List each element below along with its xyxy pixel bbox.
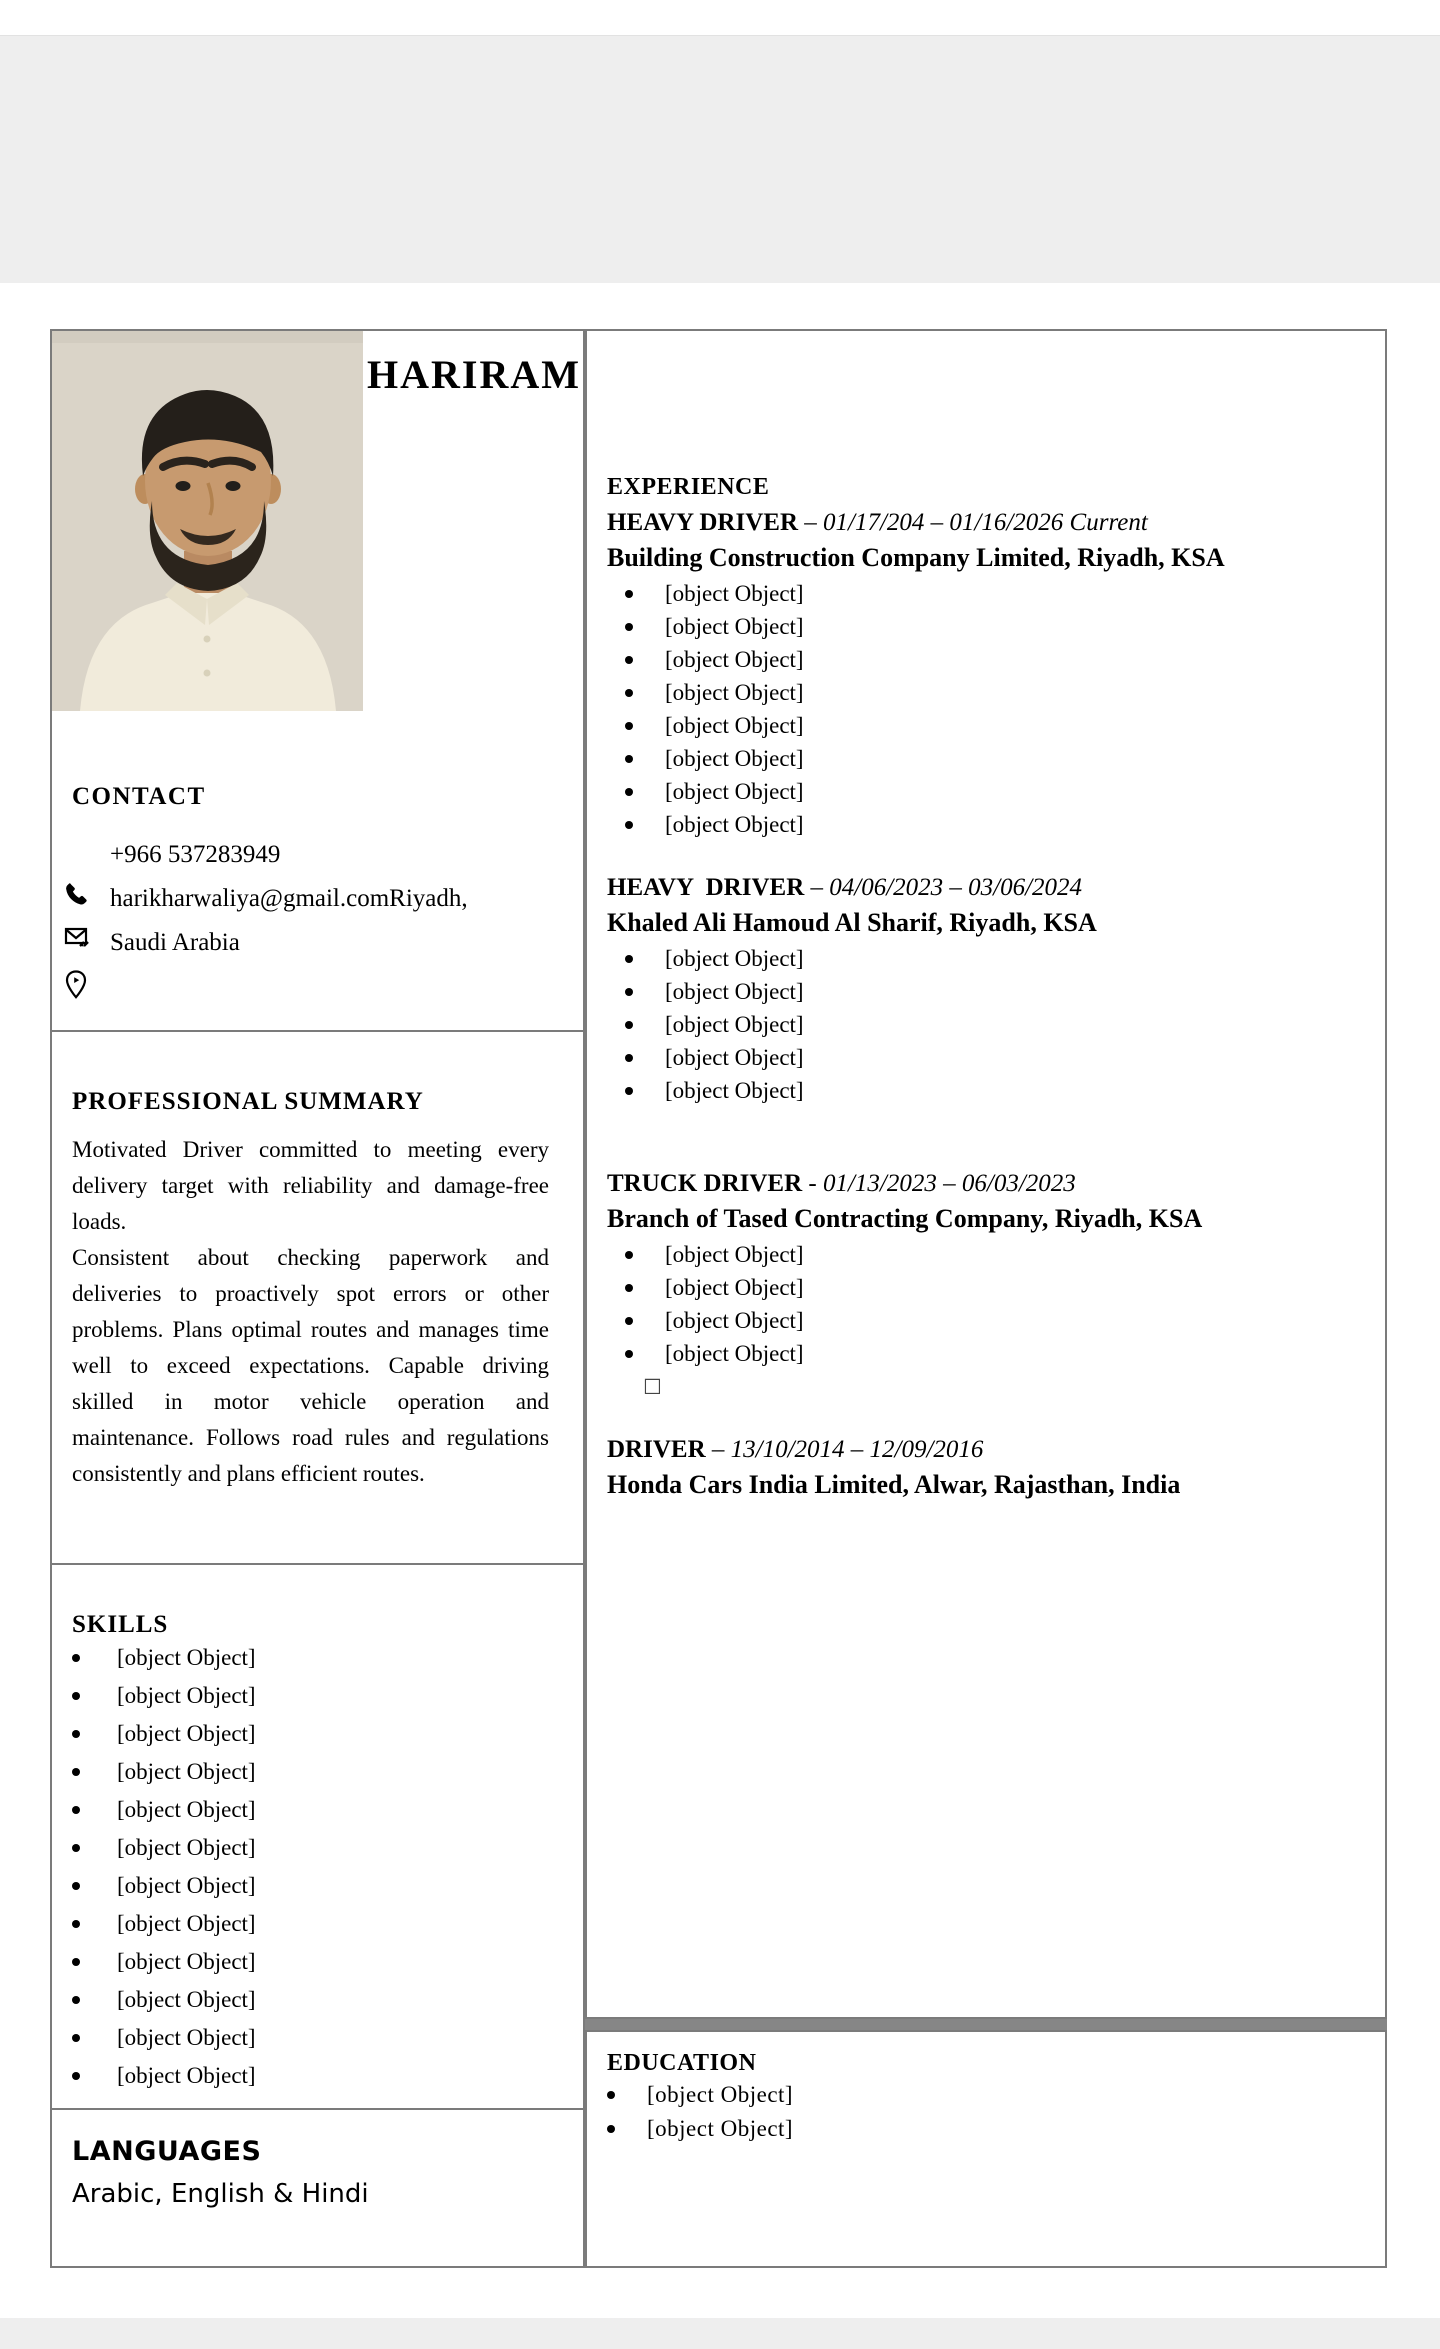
job-company: Branch of Tased Contracting Company, Riyadh, KSA bbox=[607, 1204, 1203, 1233]
education-item: [object Object] bbox=[607, 2112, 1357, 2146]
location-pin-icon bbox=[64, 966, 110, 1000]
skill-item: [object Object] bbox=[72, 1715, 553, 1753]
job-dates: – 13/10/2014 – 12/09/2016 bbox=[705, 1436, 984, 1463]
job-dates: – 01/17/204 – 01/16/2026 Current bbox=[798, 509, 1148, 536]
summary-paragraph: Motivated Driver committed to meeting every delivery target with reliability and damage-free loads. bbox=[72, 1137, 549, 1234]
job-bullets bbox=[607, 1238, 1357, 1370]
skill-item: [object Object] bbox=[72, 1829, 553, 1867]
contact-row-email bbox=[64, 878, 553, 922]
job-title-line bbox=[607, 871, 1357, 904]
experience-bullet: [object Object] bbox=[607, 742, 1357, 775]
phone-icon bbox=[64, 878, 110, 909]
job-entry bbox=[607, 506, 1357, 841]
job-dates: – 04/06/2023 – 03/06/2024 bbox=[804, 874, 1083, 901]
experience-bullet: [object Object] bbox=[607, 975, 1357, 1008]
phone-number: +966 537283949 bbox=[110, 841, 281, 868]
job-dates: - 01/13/2023 – 06/03/2023 bbox=[802, 1170, 1076, 1197]
experience-bullet: [object Object] bbox=[607, 1074, 1357, 1107]
skill-item: [object Object] bbox=[72, 1753, 553, 1791]
skills-section bbox=[52, 1563, 583, 2108]
education-item: [object Object] bbox=[607, 2078, 1357, 2112]
experience-section bbox=[585, 329, 1387, 2019]
email-address: harikharwaliya@gmail.comRiyadh, bbox=[110, 885, 468, 912]
professional-summary-section bbox=[52, 1030, 583, 1563]
experience-bullet: [object Object] bbox=[607, 942, 1357, 975]
summary-heading: PROFESSIONAL SUMMARY bbox=[72, 1088, 424, 1115]
experience-bullet: [object Object] bbox=[607, 1304, 1357, 1337]
languages-heading: LANGUAGES bbox=[72, 2136, 262, 2167]
job-bullets bbox=[607, 577, 1357, 841]
education-list bbox=[607, 2078, 1357, 2146]
skill-item: [object Object] bbox=[72, 1677, 553, 1715]
skill-item: [object Object] bbox=[72, 1791, 553, 1829]
phone-icon-placeholder bbox=[64, 834, 110, 838]
job-title: TRUCK DRIVER bbox=[607, 1170, 803, 1197]
contact-row-pin bbox=[64, 966, 553, 1010]
summary-paragraph: Consistent about checking paperwork and deliveries to proactively spot errors or other problems. Plans optimal routes and manages time well to exceed expectations. Capable driving skilled in motor vehicle operation and maintenance. Follows road rules and regulations consistently and plans efficient routes. bbox=[72, 1245, 549, 1486]
job-title: HEAVY DRIVER bbox=[607, 509, 799, 536]
skill-item: [object Object] bbox=[72, 2019, 553, 2057]
job-title: HEAVY DRIVER bbox=[607, 874, 805, 901]
experience-bullet: [object Object] bbox=[607, 709, 1357, 742]
job-title-line bbox=[607, 506, 1357, 539]
experience-bullet: [object Object] bbox=[607, 775, 1357, 808]
job-title-line bbox=[607, 1433, 1357, 1466]
contact-heading: CONTACT bbox=[72, 783, 206, 810]
experience-bullet: [object Object] bbox=[607, 808, 1357, 841]
job-title-line bbox=[607, 1167, 1357, 1200]
experience-bullet: [object Object] bbox=[607, 1337, 1357, 1370]
job-entry bbox=[607, 1433, 1357, 1504]
email-send-icon bbox=[64, 922, 110, 950]
skill-item: [object Object] bbox=[72, 1867, 553, 1905]
experience-bullet: [object Object] bbox=[607, 610, 1357, 643]
job-bullets bbox=[607, 942, 1357, 1107]
job-company: Honda Cars India Limited, Alwar, Rajasthan, India bbox=[607, 1470, 1181, 1499]
job-company: Khaled Ali Hamoud Al Sharif, Riyadh, KSA bbox=[607, 908, 1097, 937]
skill-item: [object Object] bbox=[72, 2057, 553, 2095]
skill-item: [object Object] bbox=[72, 1943, 553, 1981]
person-name: HARIRAM bbox=[367, 352, 581, 397]
skill-item: [object Object] bbox=[72, 1905, 553, 1943]
experience-heading: EXPERIENCE bbox=[607, 474, 770, 500]
skill-item: [object Object] bbox=[72, 1639, 553, 1677]
contact-list bbox=[64, 834, 553, 1010]
profile-photo bbox=[52, 331, 363, 711]
job-title: DRIVER bbox=[607, 1436, 706, 1463]
languages-section bbox=[52, 2108, 583, 2266]
location-text: Saudi Arabia bbox=[110, 929, 240, 956]
section-divider-band bbox=[585, 2019, 1387, 2030]
experience-bullet: [object Object] bbox=[607, 1041, 1357, 1074]
bottom-gray-band bbox=[0, 2318, 1440, 2349]
job-list bbox=[607, 506, 1357, 1504]
job-entry bbox=[607, 871, 1357, 1107]
skills-heading: SKILLS bbox=[72, 1611, 169, 1638]
education-heading: EDUCATION bbox=[607, 2050, 757, 2076]
experience-bullet: [object Object] bbox=[607, 1271, 1357, 1304]
job-company: Building Construction Company Limited, Riyadh, KSA bbox=[607, 543, 1225, 572]
experience-bullet: [object Object] bbox=[607, 1008, 1357, 1041]
education-section bbox=[585, 2030, 1387, 2268]
left-column bbox=[50, 329, 585, 2268]
experience-bullet: [object Object] bbox=[607, 676, 1357, 709]
experience-bullet: [object Object] bbox=[607, 643, 1357, 676]
experience-bullet: [object Object] bbox=[607, 1238, 1357, 1271]
skill-item: [object Object] bbox=[72, 1981, 553, 2019]
job-entry bbox=[607, 1167, 1357, 1403]
identity-section bbox=[52, 331, 583, 1030]
top-gray-band bbox=[0, 35, 1440, 283]
experience-bullet: [object Object] bbox=[607, 577, 1357, 610]
contact-row-location bbox=[64, 922, 553, 966]
languages-text: Arabic, English & Hindi bbox=[72, 2179, 369, 2209]
skills-list bbox=[72, 1639, 553, 2095]
contact-row-phone bbox=[64, 834, 553, 878]
missing-glyph-box: ☐ bbox=[643, 1375, 662, 1399]
